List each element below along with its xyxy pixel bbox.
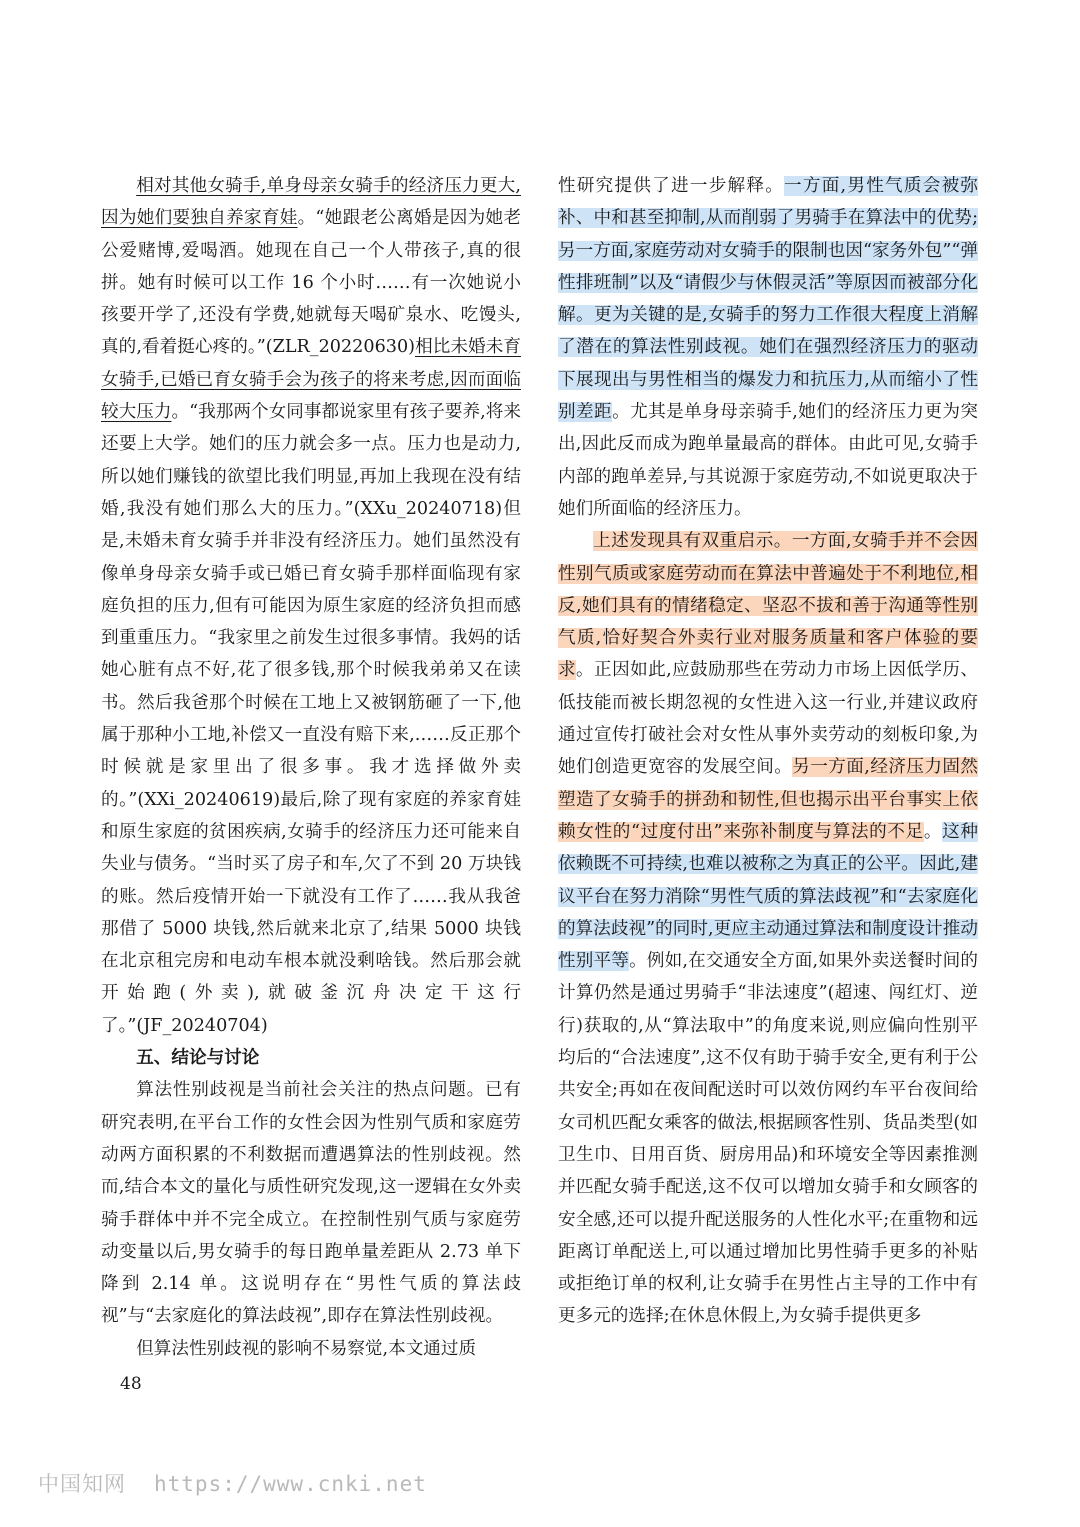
left-column — [101, 170, 521, 1365]
right-column — [558, 170, 978, 1333]
underlined-finding-single-mothers: 相对其他女骑手,单身母亲女骑手的经济压力更大,因为她们要独自养家育娃 — [101, 176, 521, 229]
paragraph-qualitative-explanation — [558, 170, 978, 525]
paragraph-text: 。正因如此,应鼓励那些在劳动力市场上因低学历、低技能而被长期忽视的女性进入这一行业,并建议政府通过宣传打破社会对女性从事外卖劳动的刻板印象,为她们创造更宽容的发展空间。 — [558, 660, 978, 778]
cnki-watermark — [38, 1468, 455, 1498]
paragraph-text: 。“我那两个女同事都说家里有孩子要养,将来还要上大学。她们的压力就会多一点。压力也是动力,所以她们赚钱的欲望比我们明显,再加上我现在没有结婚,我没有她们那么大的压力。”(XXu_20240718)但是,未婚未育女骑手并非没有经济压力。她们虽然没有像单身母亲女骑手或已婚已育女骑手那样面临现有家庭负担的压力,但有可能因为原生家庭的经济负担而感到重重压力。“我家里之前发生过很多事情。我妈的话她心脏有点不好,花了很多钱,那个时候我弟弟又在读书。然后我爸那个时候在工地上又被钢筋砸了一下,他属于那种小工地,补偿又一直没有赔下来,……反正那个时候就是家里出了很多事。我才选择做外卖的。”(XXi_20240619)最后,除了现有家庭的养家育娃和原生家庭的贫困疾病,女骑手的经济压力还可能来自失业与债务。“当时买了房子和车,欠了不到 20 万块钱的账。然后疫情开始一下就没有工作了……我从我爸那借了 5000 块钱,然后就来北京了,结果 5000 块钱在北京租完房和电动车根本就没剩啥钱。然后那会就开始跑(外卖),就破釜沉舟决定干这行了。”(JF_20240704) — [101, 402, 521, 1036]
blue-highlight-platform-recommendation: 这种依赖既不可持续,也难以被称之为真正的公平。因此,建议平台在努力消除“男性气质的算法歧视”和“去家庭化的算法歧视”的同时,更应主动通过算法和制度设计推动性别平等 — [558, 821, 978, 972]
watermark-brand: 中国知网 — [38, 1472, 126, 1496]
blue-highlight-masculinity-offset: 一方面,男性气质会被弥补、中和甚至抑制,从而削弱了男骑手在算法中的优势;另一方面,家庭劳动对女骑手的限制也因“家务外包”“弹性排班制”以及“请假少与休假灵活”等原因而被部分化解。更为关键的是,女骑手的努力工作很大程度上消解了潜在的算法性别歧视。她们在强烈经济压力的驱动下展现出与男性相当的爆发力和抗压力,从而缩小了性别差距 — [558, 176, 978, 423]
page-number: 48 — [120, 1374, 142, 1394]
paragraph-algorithm-discrimination: 算法性别歧视是当前社会关注的热点问题。已有研究表明,在平台工作的女性会因为性别气质和家庭劳动两方面积累的不利数据而遭遇算法的性别歧视。然而,结合本文的量化与质性研究发现,这一逻辑在女外卖骑手群体中并不完全成立。在控制性别气质与家庭劳动变量以后,男女骑手的每日跑单量差距从 2.73 单下降到 2.14 单。这说明存在“男性气质的算法歧视”与“去家庭化的算法歧视”,即存在算法性别歧视。 — [101, 1080, 521, 1327]
orange-highlight-economic-pressure: 另一方面,经济压力固然塑造了女骑手的拼劲和韧性,但也揭示出平台事实上依赖女性的“过度付出”来弥补制度与算法的不足 — [558, 757, 978, 842]
paragraph-single-mother-pressure — [101, 170, 521, 1042]
watermark-url: https://www.cnki.net — [154, 1472, 427, 1496]
section-heading-conclusion: 五、结论与讨论 — [136, 1048, 260, 1069]
paragraph-text: 。尤其是单身母亲骑手,她们的经济压力更为突出,因此反而成为跑单量最高的群体。由此可见,女骑手内部的跑单差异,与其说源于家庭劳动,不如说更取决于她们所面临的经济压力。 — [558, 402, 979, 519]
orange-highlight-gender-traits: 上述发现具有双重启示。一方面,女骑手并不会因性别气质或家庭劳动而在算法中普遍处于不利地位,相反,她们具有的情绪稳定、坚忍不拔和善于沟通等性别气质,恰好契合外卖行业对服务质量和客户体验的要求 — [558, 531, 978, 681]
paragraph-text: 性研究提供了进一步解释。 — [558, 176, 785, 196]
underlined-finding-married-riders: 相比未婚未育女骑手,已婚已育女骑手会为孩子的将来考虑,因而面临较大压力 — [101, 337, 521, 423]
paragraph-text: 。例如,在交通安全方面,如果外卖送餐时间的计算仍然是通过男骑手“非法速度”(超速、闯红灯、逆行)获取的,从“算法取中”的角度来说,则应偏向性别平均后的“合法速度”,这不仅有助于骑手安全,更有利于公共安全;再如在夜间配送时可以效仿网约车平台夜间给女司机匹配女乘客的做法,根据顾客性别、货品类型(如卫生巾、日用百货、厨房用品)和环境安全等因素推测并匹配女骑手配送,这不仅可以增加女骑手和女顾客的安全感,还可以提升配送服务的人性化水平;在重物和远距离订单配送上,可以通过增加比男性骑手更多的补贴或拒绝订单的权利,让女骑手在男性占主导的工作中有更多元的选择;在休息休假上,为女骑手提供更多 — [558, 951, 978, 1327]
paragraph-text: 。“她跟老公离婚是因为她老公爱赌博,爱喝酒。她现在自己一个人带孩子,真的很拼。她有时候可以工作 16 个小时……有一次她说小孩要开学了,还没有学费,她就每天喝矿泉水、吃馒头,真的,看着挺心疼的。”(ZLR_20220630) — [101, 208, 521, 358]
paragraph-qualitative-intro: 但算法性别歧视的影响不易察觉,本文通过质 — [136, 1338, 477, 1359]
paragraph-dual-implications — [558, 525, 978, 1332]
paragraph-text: 。 — [923, 821, 943, 842]
